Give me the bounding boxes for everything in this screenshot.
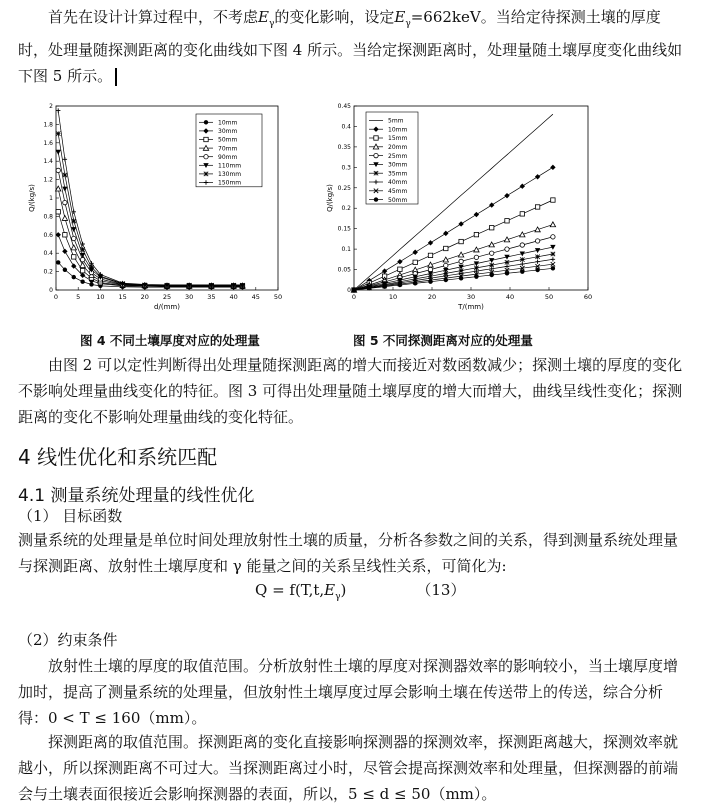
data-point <box>63 157 67 161</box>
legend-marker <box>204 172 208 176</box>
data-point <box>56 210 60 214</box>
data-point <box>72 255 76 259</box>
y-tick-label: 0.4 <box>43 250 53 258</box>
x-tick-label: 50 <box>544 293 554 301</box>
data-point <box>490 226 494 230</box>
data-point <box>551 257 555 261</box>
objective-paragraph: 测量系统的处理量是单位时间处理放射性土壤的质量，分析各参数之间的关系，得到测量系统处理量与探测距离、放射性土壤厚度和 γ 能量之间的关系呈线性关系，可简化为: <box>18 531 679 575</box>
y-tick-label: 0.8 <box>43 213 53 221</box>
data-point <box>520 262 524 266</box>
data-point <box>352 288 356 292</box>
y-tick-label: 0.45 <box>337 103 351 110</box>
legend-label: 30mm <box>218 128 238 136</box>
y-tick-label: 0 <box>347 287 351 294</box>
data-point <box>551 198 555 202</box>
data-point <box>80 268 84 272</box>
data-point <box>444 274 448 278</box>
formula-rhs: ) <box>340 581 347 599</box>
data-point <box>505 264 509 268</box>
y-tick-label: 0.4 <box>341 123 351 131</box>
data-point <box>428 279 432 283</box>
legend-label: 110mm <box>218 162 242 170</box>
subheading-objective: （1） 目标函数 <box>18 507 123 525</box>
y-axis-label: Q/(kg/s) <box>326 184 334 212</box>
intro-text-a: 首先在设计计算过程中，不考虑 <box>48 8 259 26</box>
data-point <box>56 168 60 172</box>
legend-label: 50mm <box>388 196 408 204</box>
data-point <box>474 232 478 236</box>
x-tick-label: 10 <box>96 293 105 301</box>
figure-5-caption: 图 5 不同探测距离对应的处理量 <box>353 333 533 348</box>
y-tick-label: 0.2 <box>341 205 351 213</box>
y-tick-label: 1.4 <box>43 158 53 166</box>
data-point <box>504 193 509 198</box>
energy-subscript: γ <box>268 19 275 29</box>
legend-label: 15mm <box>388 135 408 143</box>
data-point <box>72 275 76 279</box>
data-point <box>428 267 432 271</box>
data-point <box>550 165 555 170</box>
energy-subscript: γ <box>405 19 411 29</box>
data-point <box>505 247 509 251</box>
energy-symbol: E <box>324 581 336 599</box>
data-point <box>428 240 433 245</box>
y-tick-label: 0.1 <box>341 246 351 254</box>
data-point <box>382 284 386 288</box>
x-tick-label: 25 <box>162 293 172 301</box>
distance-constraint-paragraph: 探测距离的取值范围。探测距离的变化直接影响探测器的探测效率，探测距离越大，探测效率就越小，所以探测距离不可过大。当探测距离过小时，尽管会提高探测效率和处理量，但探测器的前端会与土壤表面很接近会影响探测器的表面，所以，5 ≤ d ≤ 50（mm）。 <box>18 733 679 803</box>
data-point <box>80 262 85 267</box>
data-point <box>398 283 402 287</box>
energy-subscript: γ <box>335 592 341 602</box>
data-point <box>520 184 525 189</box>
legend-label: 150mm <box>218 179 242 187</box>
y-tick-label: 1 <box>49 195 53 202</box>
x-axis-label: T/(mm) <box>458 303 484 311</box>
x-tick-label: 20 <box>140 293 149 301</box>
y-tick-label: 0 <box>49 287 53 294</box>
data-point <box>505 271 509 275</box>
data-point <box>551 235 555 239</box>
data-point <box>367 286 371 290</box>
intro-text-c: =662keV。当给定待探测土壤的厚度时，处理量随探测距离的变化曲线如下图 4 所示。当给定探测距离时，处理量随土壤厚度变化曲线如下图 5 所示。 <box>18 8 683 85</box>
data-point <box>428 253 432 257</box>
x-tick-label: 30 <box>466 293 476 301</box>
thickness-constraint-paragraph: 放射性土壤的厚度的取值范围。分析放射性土壤的厚度对探测器效率的影响较小，当土壤厚度增加时，提高了测量系统的处理量，但放射性土壤厚度过厚会影响土壤在传送带上的传送，综合分析得：0 < T ≤ 160（mm）。 <box>18 657 679 727</box>
x-tick-label: 35 <box>207 293 216 301</box>
figure-5-chart <box>318 100 608 322</box>
data-point <box>459 259 463 263</box>
data-point <box>80 280 84 284</box>
equation-number: （13） <box>416 581 466 599</box>
legend-label: 70mm <box>218 145 238 153</box>
series-line <box>58 212 242 286</box>
x-tick-label: 40 <box>505 293 515 301</box>
y-tick-label: 2 <box>49 103 53 110</box>
intro-text-b: 的变化影响，设定 <box>274 8 395 26</box>
data-point <box>413 250 418 255</box>
data-point <box>520 232 525 237</box>
legend-label: 90mm <box>218 153 238 161</box>
data-point <box>444 278 448 282</box>
x-tick-label: 5 <box>76 293 81 301</box>
y-tick-label: 1.6 <box>43 139 53 147</box>
data-point <box>551 266 555 270</box>
data-point <box>459 239 463 243</box>
x-tick-label: 0 <box>351 293 357 301</box>
data-point <box>413 281 417 285</box>
x-tick-label: 10 <box>388 293 398 301</box>
energy-symbol: E <box>394 8 406 26</box>
data-point <box>443 231 448 236</box>
data-point <box>535 268 539 272</box>
section-heading-4-1: 4.1 测量系统处理量的线性优化 <box>18 486 255 506</box>
data-point <box>62 216 67 221</box>
legend-marker <box>374 171 378 175</box>
text-cursor <box>115 68 117 86</box>
y-tick-label: 0.25 <box>337 184 351 192</box>
data-point <box>63 233 67 237</box>
legend-marker <box>204 137 208 141</box>
series-line <box>58 262 242 287</box>
y-tick-label: 0.05 <box>337 266 351 274</box>
data-point <box>551 252 555 256</box>
x-tick-label: 20 <box>427 293 437 301</box>
x-tick-label: 45 <box>251 293 260 301</box>
data-point <box>550 222 555 227</box>
formula-lhs: Q = f(T,t, <box>255 581 325 599</box>
legend-marker <box>204 120 208 124</box>
data-point <box>490 273 494 277</box>
legend-label: 45mm <box>388 188 408 195</box>
data-point <box>56 131 60 135</box>
data-point <box>444 263 448 267</box>
energy-symbol: E <box>258 8 269 26</box>
y-tick-label: 0.35 <box>337 143 351 151</box>
data-point <box>398 267 402 271</box>
x-tick-label: 0 <box>53 293 59 301</box>
data-point <box>489 242 494 247</box>
y-tick-label: 1.2 <box>43 176 53 184</box>
section-heading-4: 4 线性优化和系统匹配 <box>18 445 218 469</box>
data-point <box>428 262 433 267</box>
data-point <box>520 269 524 273</box>
series-line <box>58 189 242 286</box>
data-point <box>443 257 448 262</box>
data-point <box>535 255 539 259</box>
series-line <box>58 170 242 285</box>
data-point <box>63 200 67 204</box>
legend-label: 50mm <box>218 136 238 144</box>
data-point <box>535 259 539 263</box>
subheading-constraints: （2）约束条件 <box>18 631 118 649</box>
data-point <box>62 249 67 254</box>
data-point <box>71 245 76 250</box>
data-point <box>458 221 463 226</box>
data-point <box>56 108 60 112</box>
data-point <box>413 260 417 264</box>
data-point <box>459 276 463 280</box>
x-tick-label: 30 <box>185 293 194 301</box>
y-tick-label: 0.15 <box>337 225 351 233</box>
x-tick-label: 50 <box>273 293 283 301</box>
legend-marker <box>374 136 378 140</box>
legend-label: 25mm <box>388 152 408 160</box>
data-point <box>535 174 540 179</box>
data-point <box>474 247 479 252</box>
legend-label: 10mm <box>218 119 238 127</box>
data-point <box>382 268 387 273</box>
x-tick-label: 60 <box>583 293 593 301</box>
y-axis-label: Q/(kg/s) <box>28 184 36 212</box>
y-tick-label: 0.3 <box>341 164 351 172</box>
data-point <box>535 239 539 243</box>
legend-label: 20mm <box>388 144 408 151</box>
data-point <box>474 212 479 217</box>
legend-label: 35mm <box>388 170 408 178</box>
data-point <box>63 268 67 272</box>
data-point <box>397 259 402 264</box>
data-point <box>72 236 76 240</box>
x-tick-label: 15 <box>118 293 127 301</box>
legend-marker <box>204 155 208 159</box>
data-point <box>490 251 494 255</box>
legend-label: 40mm <box>388 179 408 187</box>
intro-paragraph <box>18 4 690 89</box>
data-point <box>63 173 67 177</box>
data-point <box>535 205 539 209</box>
x-tick-label: 40 <box>229 293 238 301</box>
y-tick-label: 1.8 <box>43 121 53 129</box>
data-point <box>72 219 76 223</box>
data-point <box>535 227 540 232</box>
data-point <box>505 260 509 264</box>
data-point <box>474 274 478 278</box>
data-point <box>520 243 524 247</box>
legend-label: 5mm <box>388 117 404 125</box>
analysis-paragraph: 由图 2 可以定性判断得出处理量随探测距离的增大而接近对数函数减少；探测土壤的厚度的变化不影响处理量曲线变化的特征。图 3 可得出处理量随土壤厚度的增大而增大，曲线呈线性变化；探测距离的变化不影响处理量曲线的变化特征。 <box>18 356 683 426</box>
legend-label: 30mm <box>388 161 408 169</box>
formula-13 <box>255 579 465 602</box>
data-point <box>62 187 67 192</box>
data-point <box>444 246 448 250</box>
legend-label: 10mm <box>388 126 408 134</box>
y-tick-label: 0.2 <box>43 268 53 276</box>
figure-4-chart <box>20 100 288 322</box>
data-point <box>56 260 60 264</box>
data-point <box>489 202 494 207</box>
data-point <box>520 212 524 216</box>
data-point <box>505 219 509 223</box>
data-point <box>474 255 478 259</box>
data-point <box>520 257 524 261</box>
x-axis-label: d/(mm) <box>154 303 180 311</box>
figure-4-caption: 图 4 不同土壤厚度对应的处理量 <box>80 333 260 348</box>
y-tick-label: 0.6 <box>43 231 53 239</box>
legend-marker <box>374 197 378 201</box>
legend-marker <box>374 153 378 157</box>
legend-label: 130mm <box>218 171 242 179</box>
